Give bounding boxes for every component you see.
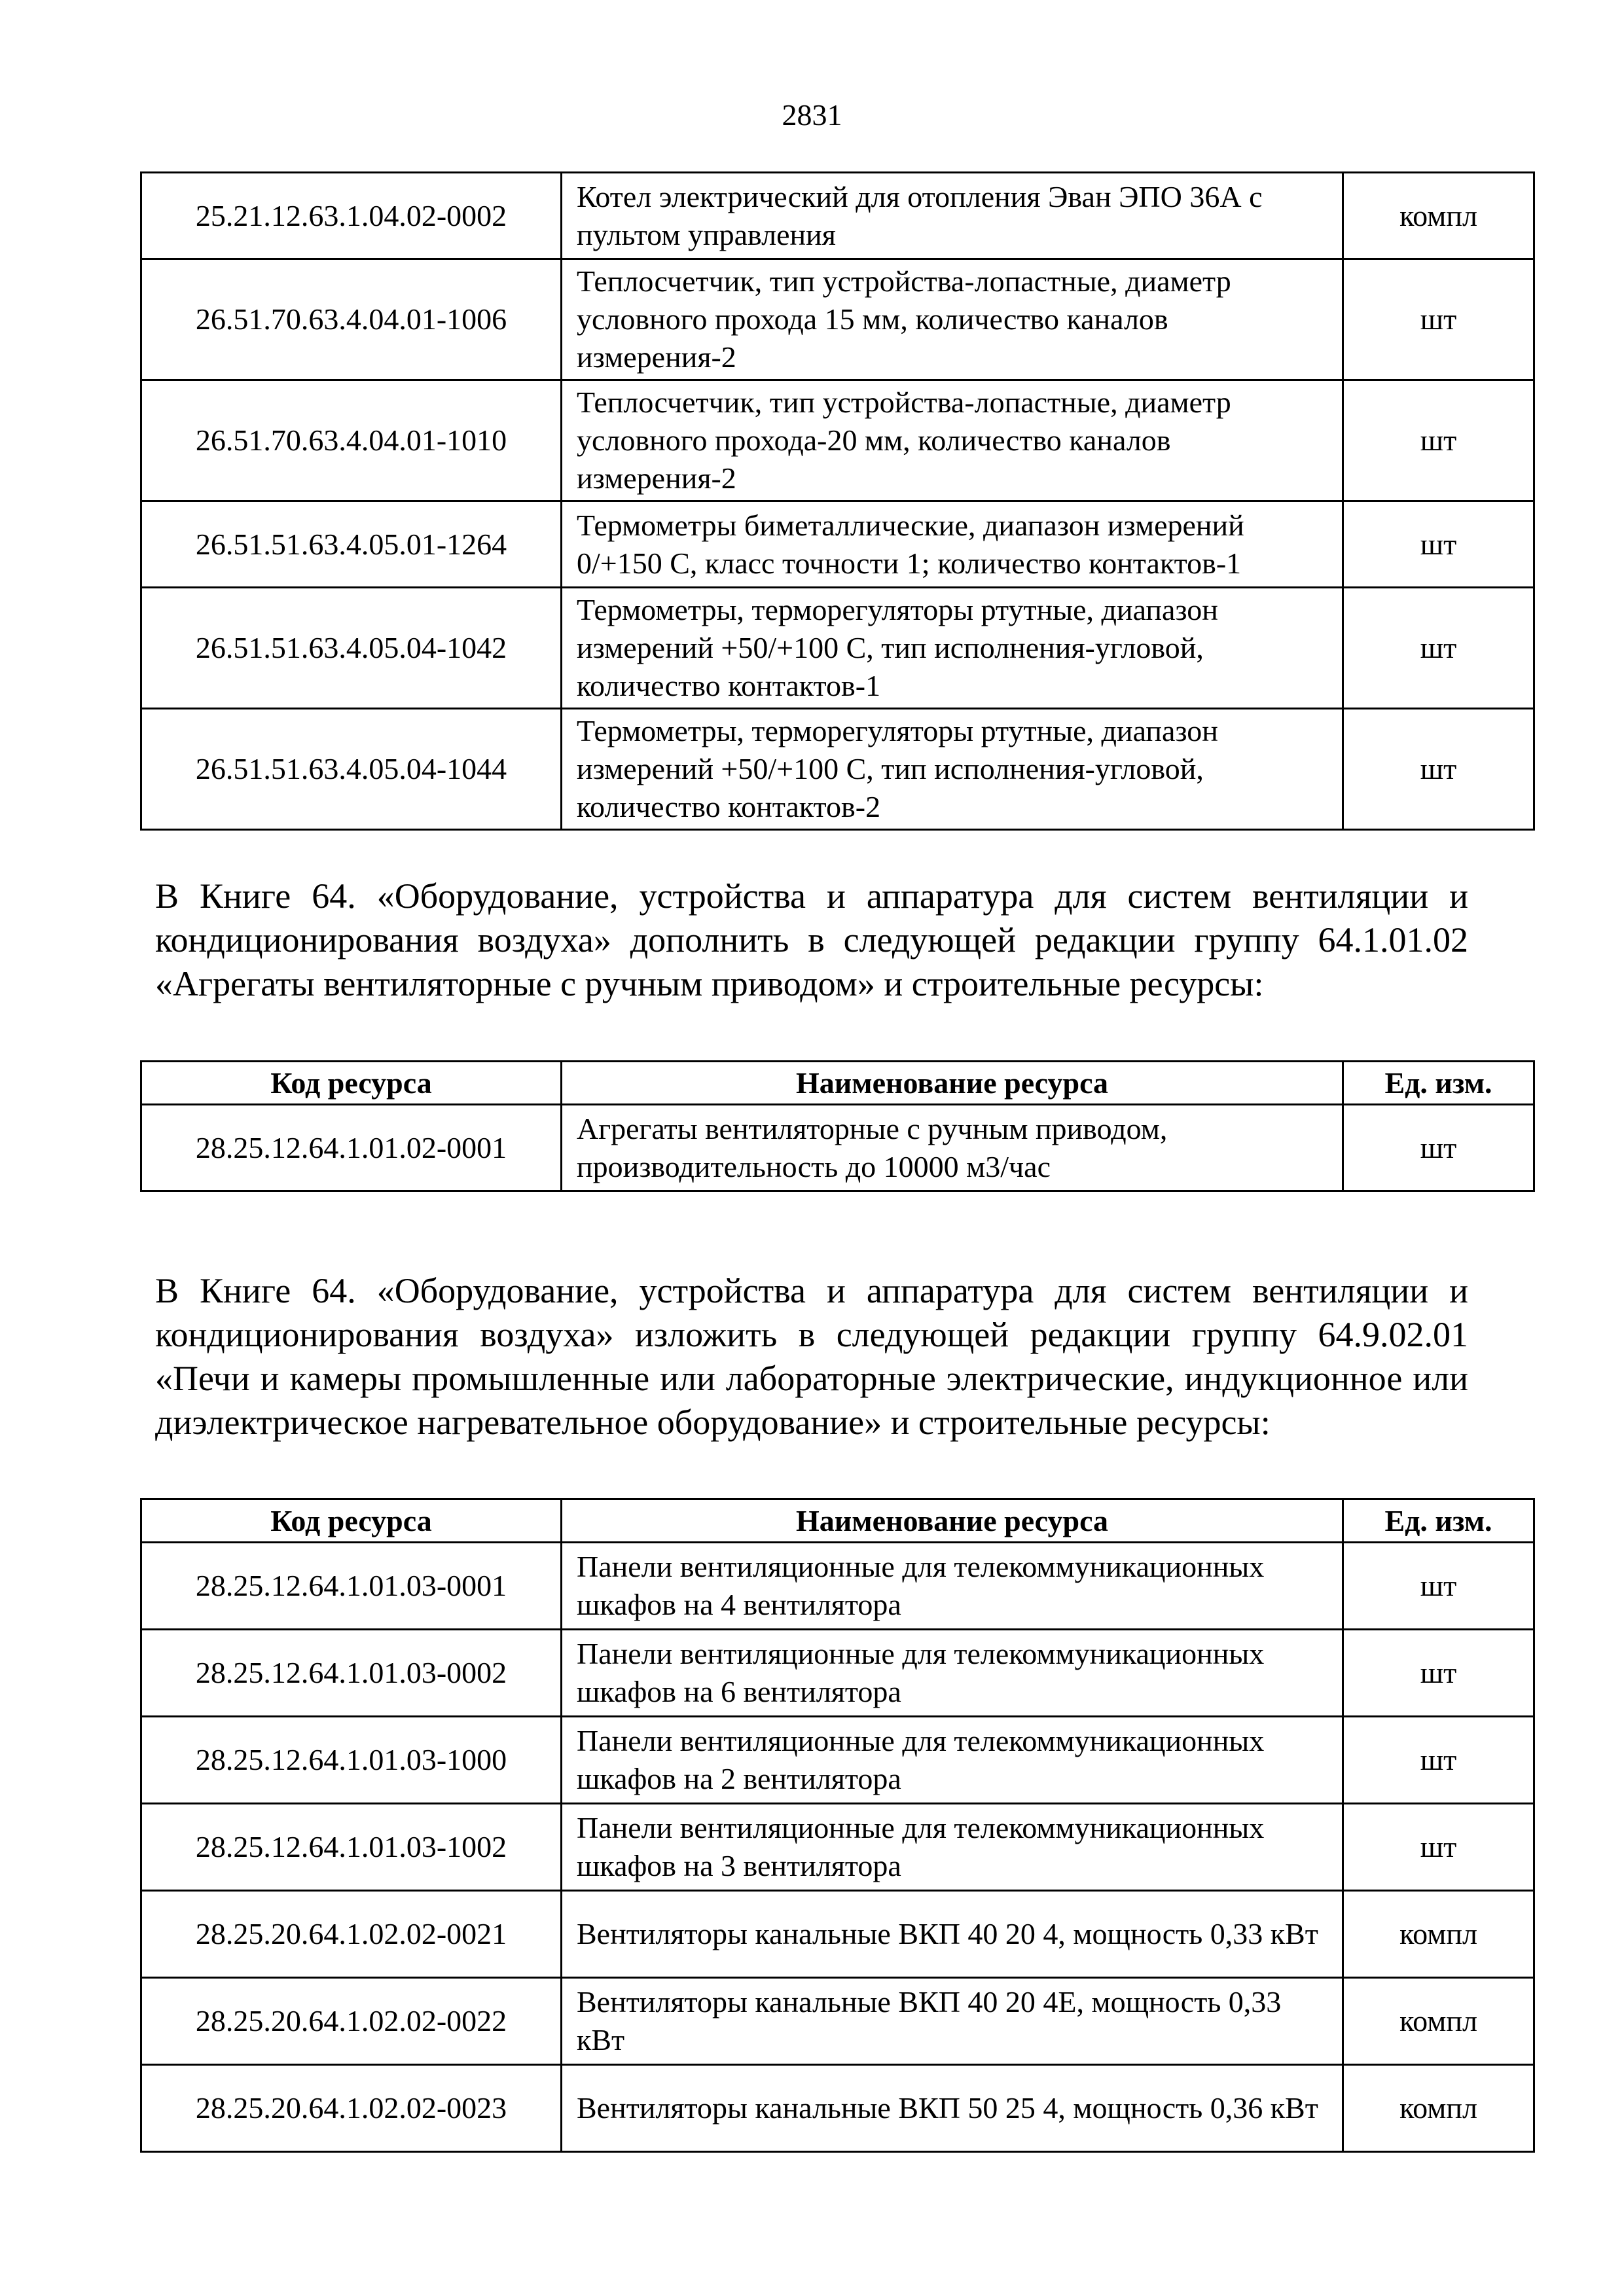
resource-code: 28.25.20.64.1.02.02-0021 — [141, 1891, 562, 1978]
resource-unit: шт — [1343, 501, 1534, 588]
table-row — [141, 259, 1534, 380]
resource-name: Панели вентиляционные для телекоммуникационных шкафов на 3 вентилятора — [562, 1804, 1343, 1891]
resource-code: 26.51.51.63.4.05.04-1042 — [141, 588, 562, 709]
column-header-unit: Ед. изм. — [1343, 1062, 1534, 1105]
instruction-paragraph: В Книге 64. «Оборудование, устройства и аппаратура для систем вентиляции и кондиционирования воздуха» дополнить в следующей редакции группу 64.1.01.02 «Агрегаты вентиляторные с ручным приводом» и строительные ресурсы: — [155, 876, 1468, 1003]
resource-unit: компл — [1343, 1891, 1534, 1978]
resource-unit: компл — [1343, 2065, 1534, 2152]
table-row — [141, 1804, 1534, 1891]
resource-code: 26.51.70.63.4.04.01-1010 — [141, 380, 562, 501]
resource-unit: шт — [1343, 709, 1534, 830]
resource-unit: шт — [1343, 380, 1534, 501]
table-row — [141, 501, 1534, 588]
resource-code: 26.51.51.63.4.05.01-1264 — [141, 501, 562, 588]
table-row — [141, 588, 1534, 709]
resource-name: Котел электрический для отопления Эван ЭПО 36А с пультом управления — [562, 173, 1343, 259]
table-row — [141, 1543, 1534, 1630]
column-header-code: Код ресурса — [141, 1499, 562, 1543]
resource-name: Агрегаты вентиляторные с ручным приводом, производительность до 10000 м3/час — [562, 1105, 1343, 1191]
table-row — [141, 380, 1534, 501]
resource-unit: шт — [1343, 1717, 1534, 1804]
column-header-code: Код ресурса — [141, 1062, 562, 1105]
resource-unit: шт — [1343, 259, 1534, 380]
resource-name: Вентиляторы канальные ВКП 40 20 4, мощность 0,33 кВт — [562, 1891, 1343, 1978]
table-header-row — [141, 1499, 1534, 1543]
resource-name: Теплосчетчик, тип устройства-лопастные, диаметр условного прохода-20 мм, количество каналов измерения-2 — [562, 380, 1343, 501]
column-header-unit: Ед. изм. — [1343, 1499, 1534, 1543]
resource-unit: шт — [1343, 1105, 1534, 1191]
table-row — [141, 2065, 1534, 2152]
resource-unit: компл — [1343, 1978, 1534, 2065]
resource-unit: шт — [1343, 1804, 1534, 1891]
table-row — [141, 1978, 1534, 2065]
table-row — [141, 1105, 1534, 1191]
resource-code: 28.25.12.64.1.01.03-0001 — [141, 1543, 562, 1630]
resource-code: 28.25.20.64.1.02.02-0022 — [141, 1978, 562, 2065]
resource-table-continued — [140, 171, 1535, 831]
resource-table-group-64-1-01-02 — [140, 1060, 1535, 1192]
resource-code: 28.25.12.64.1.01.03-1002 — [141, 1804, 562, 1891]
resource-name: Теплосчетчик, тип устройства-лопастные, диаметр условного прохода 15 мм, количество каналов измерения-2 — [562, 259, 1343, 380]
resource-code: 28.25.12.64.1.01.02-0001 — [141, 1105, 562, 1191]
table-row — [141, 1717, 1534, 1804]
resource-name: Панели вентиляционные для телекоммуникационных шкафов на 2 вентилятора — [562, 1717, 1343, 1804]
column-header-name: Наименование ресурса — [562, 1062, 1343, 1105]
resource-name: Термометры биметаллические, диапазон измерений 0/+150 С, класс точности 1; количество контактов-1 — [562, 501, 1343, 588]
resource-table-group-64-9-02-01 — [140, 1498, 1535, 2153]
page-number: 2831 — [782, 98, 842, 132]
resource-code: 26.51.51.63.4.05.04-1044 — [141, 709, 562, 830]
resource-code: 25.21.12.63.1.04.02-0002 — [141, 173, 562, 259]
column-header-name: Наименование ресурса — [562, 1499, 1343, 1543]
resource-unit: компл — [1343, 173, 1534, 259]
resource-name: Панели вентиляционные для телекоммуникационных шкафов на 6 вентилятора — [562, 1630, 1343, 1717]
table-row — [141, 173, 1534, 259]
instruction-paragraph: В Книге 64. «Оборудование, устройства и аппаратура для систем вентиляции и кондиционирования воздуха» изложить в следующей редакции группу 64.9.02.01 «Печи и камеры промышленные или лабораторные электрические, индукционное или диэлектрическое нагревательное оборудование» и строительные ресурсы: — [155, 1271, 1468, 1442]
table-header-row — [141, 1062, 1534, 1105]
resource-unit: шт — [1343, 588, 1534, 709]
table-row — [141, 1630, 1534, 1717]
table-row — [141, 709, 1534, 830]
resource-code: 26.51.70.63.4.04.01-1006 — [141, 259, 562, 380]
resource-name: Термометры, терморегуляторы ртутные, диапазон измерений +50/+100 С, тип исполнения-угловой, количество контактов-1 — [562, 588, 1343, 709]
resource-name: Термометры, терморегуляторы ртутные, диапазон измерений +50/+100 С, тип исполнения-угловой, количество контактов-2 — [562, 709, 1343, 830]
resource-code: 28.25.20.64.1.02.02-0023 — [141, 2065, 562, 2152]
resource-code: 28.25.12.64.1.01.03-1000 — [141, 1717, 562, 1804]
resource-unit: шт — [1343, 1543, 1534, 1630]
resource-unit: шт — [1343, 1630, 1534, 1717]
resource-code: 28.25.12.64.1.01.03-0002 — [141, 1630, 562, 1717]
resource-name: Вентиляторы канальные ВКП 40 20 4Е, мощность 0,33 кВт — [562, 1978, 1343, 2065]
table-row — [141, 1891, 1534, 1978]
resource-name: Вентиляторы канальные ВКП 50 25 4, мощность 0,36 кВт — [562, 2065, 1343, 2152]
resource-name: Панели вентиляционные для телекоммуникационных шкафов на 4 вентилятора — [562, 1543, 1343, 1630]
